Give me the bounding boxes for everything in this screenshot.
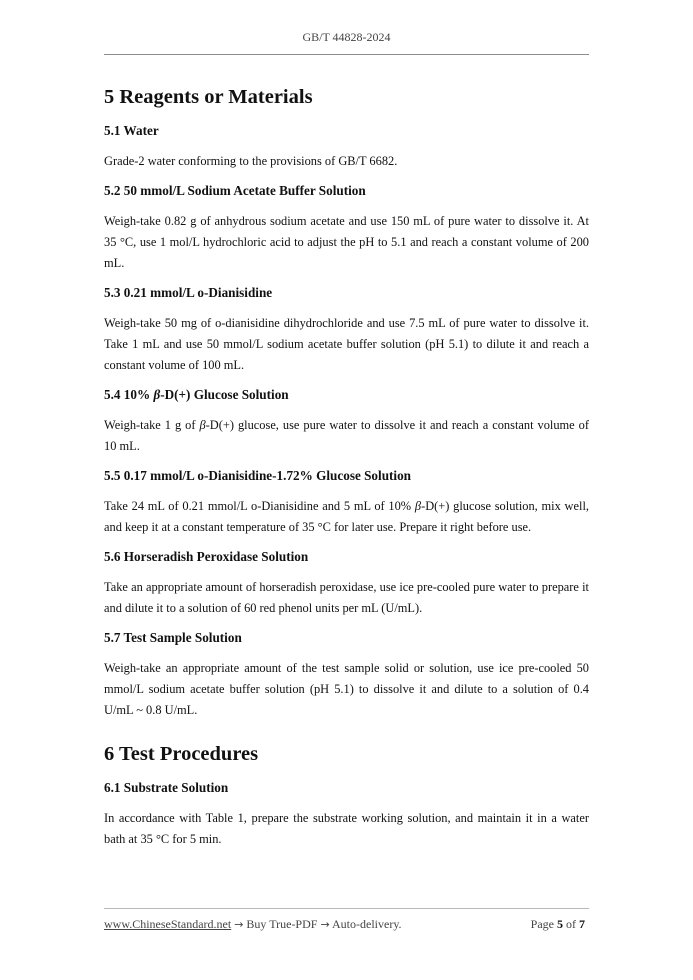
of-label: of [566,917,576,931]
page-current: 5 [557,917,563,931]
subsection-5-5 [104,467,589,538]
site-link[interactable]: www.ChineseStandard.net [104,917,232,931]
subsection-6-1 [104,779,589,850]
header-divider [104,54,589,55]
beta-symbol: β [414,499,422,513]
footer-divider [104,908,589,909]
beta-symbol: β [153,387,161,402]
subsection-title: 5.2 50 mmol/L Sodium Acetate Buffer Solution [104,183,366,198]
section-title: 6 Test Procedures [104,743,259,765]
subsection-5-4 [104,386,589,457]
delivery-text: Auto-delivery. [332,917,402,931]
paragraph: Take an appropriate amount of horseradish peroxidase, use ice pre-cooled pure water to prepare it and dilute it to a solution of 60 red phenol units per mL (U/mL). [104,580,589,615]
paragraph: Weigh-take an appropriate amount of the test sample solid or solution, use ice pre-cooled 50 mmol/L sodium acetate buffer solution (pH 5.1) to dissolve it and dilute to a solution of 0.4 U/mL ~ 0.8 U/mL. [104,661,589,717]
paragraph: Grade-2 water conforming to the provisions of GB/T 6682. [104,154,398,168]
subsection-5-2 [104,182,589,274]
subsection-title: 5.4 10% β-D(+) Glucose Solution [104,387,289,402]
subsection-5-1 [104,122,589,172]
footer-promo [104,917,402,932]
page-indicator [531,917,585,932]
document-header [104,30,589,45]
subsection-5-6 [104,548,589,619]
buy-text: Buy True-PDF [246,917,318,931]
arrow-right-icon: → [234,918,244,931]
page-total: 7 [579,917,585,931]
paragraph: In accordance with Table 1, prepare the substrate working solution, and maintain it in a water bath at 35 °C for 5 min. [104,811,589,846]
subsection-5-3 [104,284,589,376]
subsection-title: 5.6 Horseradish Peroxidase Solution [104,549,309,564]
subsection-5-7 [104,629,589,721]
subsection-title: 5.5 0.17 mmol/L o-Dianisidine-1.72% Glucose Solution [104,468,412,483]
section-title: 5 Reagents or Materials [104,86,313,108]
subsection-title: 5.7 Test Sample Solution [104,630,242,645]
subsection-title: 5.3 0.21 mmol/L o-Dianisidine [104,285,273,300]
document-body [104,84,589,860]
paragraph: Weigh-take 1 g of β-D(+) glucose, use pure water to dissolve it and reach a constant volume of 10 mL. [104,418,589,453]
subsection-title: 5.1 Water [104,123,159,138]
paragraph: Weigh-take 50 mg of o-dianisidine dihydrochloride and use 7.5 mL of pure water to dissolve it. Take 1 mL and use 50 mmol/L sodium acetate buffer solution (pH 5.1) to dilute it and reach a constant volume of 100 mL. [104,316,589,372]
arrow-right-icon: → [320,918,330,931]
document-id: GB/T 44828-2024 [302,30,391,44]
paragraph: Take 24 mL of 0.21 mmol/L o-Dianisidine and 5 mL of 10% β-D(+) glucose solution, mix well, and keep it at a constant temperature of 35 °C for later use. Prepare it right before use. [104,499,589,534]
beta-symbol: β [199,418,206,432]
page-label: Page [530,917,554,931]
paragraph: Weigh-take 0.82 g of anhydrous sodium acetate and use 150 mL of pure water to dissolve it. At 35 °C, use 1 mol/L hydrochloric acid to adjust the pH to 5.1 and reach a constant volume of 200 mL. [104,214,589,270]
subsection-title: 6.1 Substrate Solution [104,780,229,795]
